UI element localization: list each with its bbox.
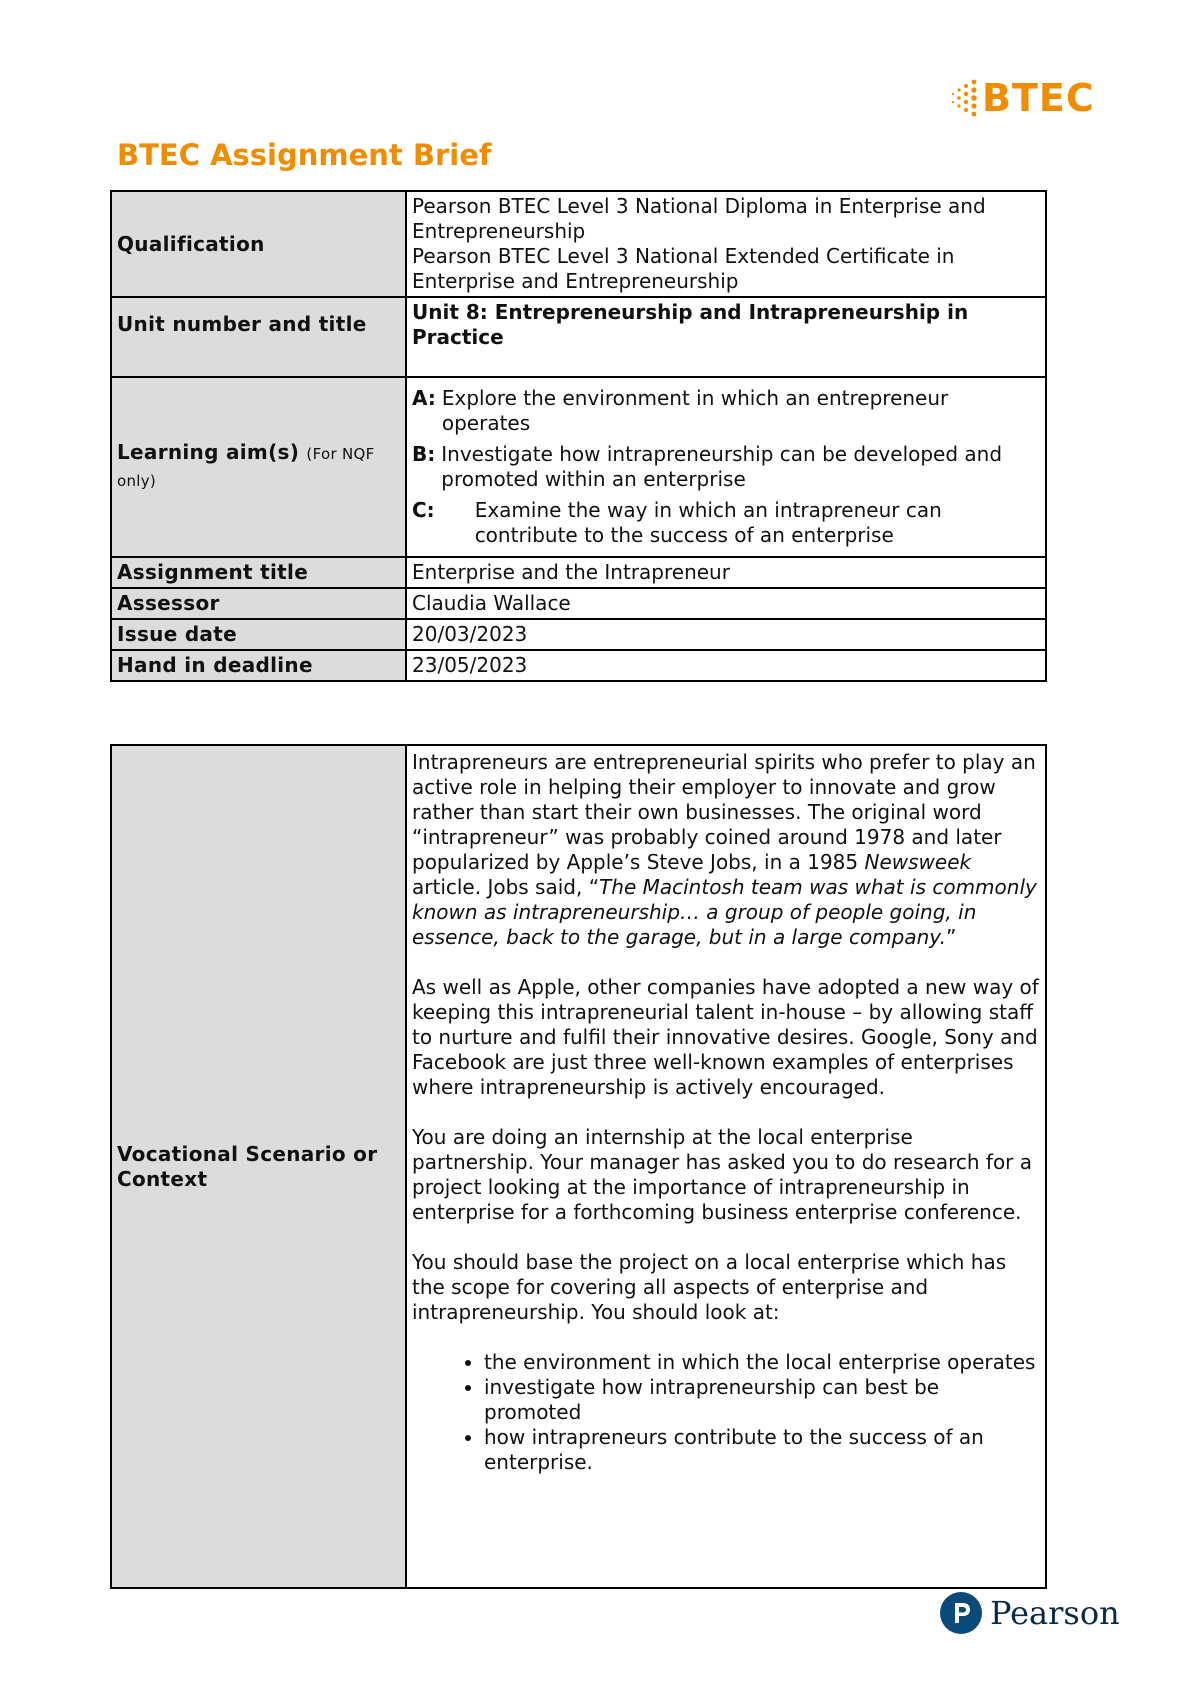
- unit-label: Unit number and title: [111, 297, 406, 377]
- unit-value: Unit 8: Entrepreneurship and Intrapreneurship in Practice: [406, 297, 1046, 377]
- deadline-label: Hand in deadline: [111, 650, 406, 681]
- learning-aims-note: (For NQF only): [117, 445, 375, 490]
- assessor-label: Assessor: [111, 588, 406, 619]
- pearson-p-icon: [940, 1592, 982, 1634]
- issue-date-value: 20/03/2023: [406, 619, 1046, 650]
- text-run-italic: The Macintosh team was what is commonly known as intrapreneurship… a group of people going, in essence, back to the garage, but in a large company.: [412, 875, 1037, 949]
- table-row: [111, 745, 1046, 1588]
- learning-aim-a: [412, 386, 1040, 436]
- aim-text: Investigate how intrapreneurship can be developed and promoted within an enterprise: [441, 442, 1003, 491]
- table-row: [111, 297, 1046, 377]
- qualification-line: Pearson BTEC Level 3 National Extended Certificate in Enterprise and Entrepreneurship: [412, 244, 955, 293]
- aim-letter: A:: [412, 386, 436, 410]
- btec-logo: [950, 72, 1095, 124]
- learning-aim-b: [412, 442, 1040, 492]
- table-row: [111, 191, 1046, 297]
- learning-aims-label: [111, 377, 406, 557]
- text-run: Intrapreneurs are entrepreneurial spirits who prefer to play an active role in helping their employer to innovate and grow rather than start their own businesses. The original word “intrapreneur” was probably coined around 1978 and later popularized by Apple’s Steve Jobs, in a 1985: [412, 750, 1036, 874]
- text-run-italic: Newsweek: [864, 850, 972, 874]
- btec-dots-icon: [950, 76, 978, 120]
- scenario-table: [110, 744, 1047, 1589]
- text-run: ”: [945, 925, 957, 949]
- learning-aims-value: [406, 377, 1046, 557]
- assessor-value: Claudia Wallace: [406, 588, 1046, 619]
- table-row: [111, 619, 1046, 650]
- text-run: article. Jobs said, “: [412, 875, 600, 899]
- brief-details-table: [110, 190, 1047, 682]
- assignment-title-value: Enterprise and the Intrapreneur: [406, 557, 1046, 588]
- table-row: [111, 377, 1046, 557]
- table-row: [111, 650, 1046, 681]
- btec-logo-text: BTEC: [982, 76, 1095, 120]
- scenario-paragraph-1: [412, 750, 1040, 950]
- qualification-line: Pearson BTEC Level 3 National Diploma in Enterprise and Entrepreneurship: [412, 194, 986, 243]
- scenario-value: [406, 745, 1046, 1588]
- qualification-label: Qualification: [111, 191, 406, 297]
- pearson-logo-text: Pearson: [990, 1594, 1120, 1632]
- scenario-paragraph-2: As well as Apple, other companies have adopted a new way of keeping this intrapreneurial talent in-house – by allowing staff to nurture and fulfil their innovative desires. Google, Sony and Facebook are just three well-known examples of enterprises where intrapreneurship is actively encouraged.: [412, 975, 1039, 1099]
- list-item: • investigate how intrapreneurship can best be promoted: [484, 1375, 1040, 1425]
- scenario-paragraph-4: You should base the project on a local enterprise which has the scope for covering all aspects of enterprise and intrapreneurship. You should look at:: [412, 1250, 1007, 1324]
- aim-text: Examine the way in which an intrapreneur can contribute to the success of an enterprise: [474, 498, 942, 547]
- learning-aim-c: [412, 498, 1040, 548]
- qualification-value: [406, 191, 1046, 297]
- deadline-value: 23/05/2023: [406, 650, 1046, 681]
- assignment-title-label: Assignment title: [111, 557, 406, 588]
- aim-text: Explore the environment in which an entrepreneur operates: [441, 386, 949, 435]
- list-item: • the environment in which the local enterprise operates: [484, 1350, 1040, 1375]
- scenario-label: Vocational Scenario or Context: [111, 745, 406, 1588]
- pearson-logo: [940, 1592, 1120, 1634]
- table-row: [111, 588, 1046, 619]
- issue-date-label: Issue date: [111, 619, 406, 650]
- table-row: [111, 557, 1046, 588]
- aim-letter: B:: [412, 442, 436, 466]
- page-title: BTEC Assignment Brief: [117, 138, 492, 172]
- scenario-bullet-list: [412, 1350, 1040, 1475]
- list-item: • how intrapreneurs contribute to the success of an enterprise.: [484, 1425, 1040, 1475]
- scenario-paragraph-3: You are doing an internship at the local enterprise partnership. Your manager has asked you to do research for a project looking at the importance of intrapreneurship in enterprise for a forthcoming business enterprise conference.: [412, 1125, 1033, 1224]
- aim-letter: C:: [412, 498, 435, 522]
- learning-aims-label-text: Learning aim(s): [117, 440, 300, 464]
